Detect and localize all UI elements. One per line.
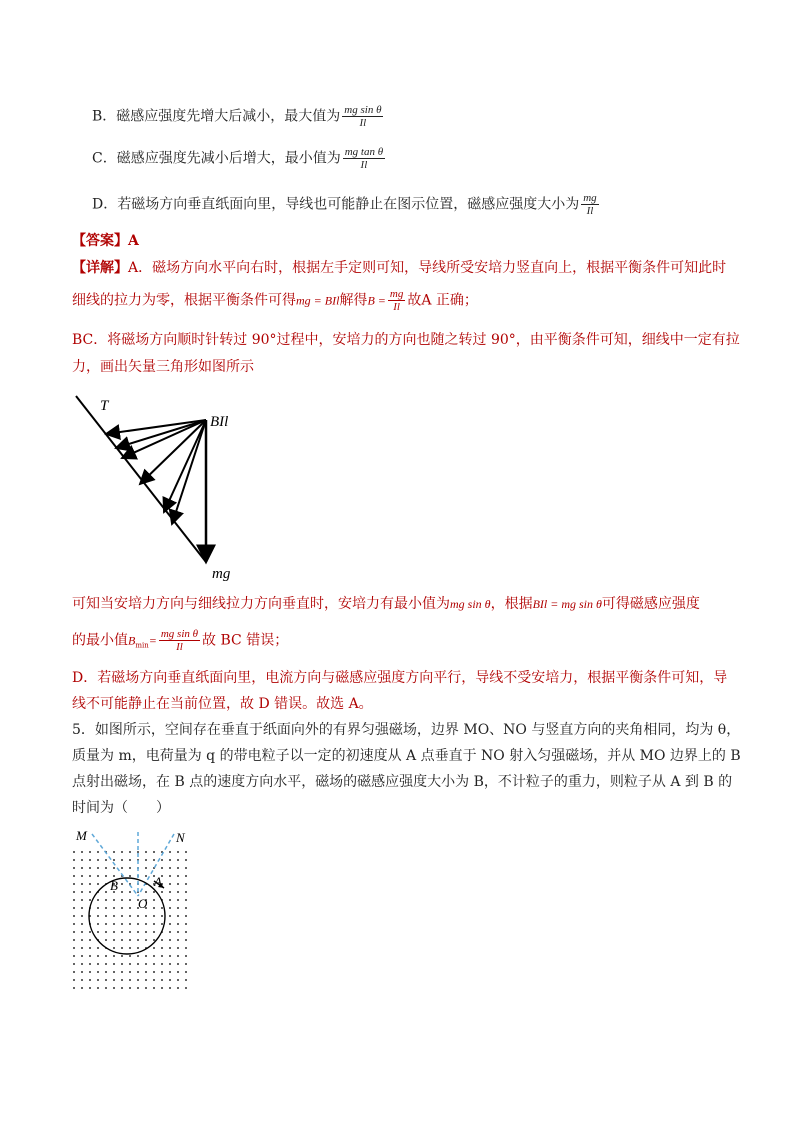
field-dot: [81, 955, 83, 957]
eq5-fraction: $\frac{\text{mg sin θ}}{Il}$: [160, 628, 199, 653]
field-dot: [113, 963, 115, 965]
field-dot: [121, 923, 123, 925]
field-dot: [145, 987, 147, 989]
field-dot: [153, 963, 155, 965]
field-dot: [89, 899, 91, 901]
field-dot: [97, 883, 99, 885]
field-dot: [113, 859, 115, 861]
field-dot: [73, 939, 75, 941]
field-dot: [73, 971, 75, 973]
option-c-fraction: $\frac{\text{mg tan θ}}{Il}$: [344, 146, 384, 171]
field-dot: [169, 947, 171, 949]
field-dot: [161, 915, 163, 917]
field-dot: [145, 923, 147, 925]
field-dot: [169, 851, 171, 853]
field-dot: [113, 939, 115, 941]
field-dot: [121, 907, 123, 909]
field-dot: [113, 923, 115, 925]
field-dot: [169, 963, 171, 965]
field-dot: [137, 963, 139, 965]
field-dot: [169, 891, 171, 893]
field-dot: [121, 899, 123, 901]
detail-line-4: 力，画出矢量三角形如图所示: [72, 359, 254, 375]
field-dot: [145, 867, 147, 869]
field-dot: [121, 859, 123, 861]
field-dot: [177, 891, 179, 893]
field-dot: [97, 955, 99, 957]
option-b: B．磁感应强度先增大后减小，最大值为 $\frac{\text{mg sin θ}}{Il}$: [92, 104, 382, 129]
label-o: O: [138, 896, 148, 911]
field-dot: [177, 931, 179, 933]
field-dot: [121, 955, 123, 957]
field-dot: [89, 979, 91, 981]
field-dot: [185, 987, 187, 989]
field-dot: [161, 923, 163, 925]
label-bil: BIl: [210, 414, 229, 430]
option-d-fraction: $\frac{mg}{Il}$: [583, 192, 597, 217]
field-dot: [89, 875, 91, 877]
field-dot: [81, 987, 83, 989]
detail-line-3: BC．将磁场方向顺时针转过 90°过程中，安培力的方向也随之转过 90°，由平衡条件可知，细线中一定有拉: [72, 332, 740, 348]
field-dot: [161, 971, 163, 973]
field-dot: [73, 899, 75, 901]
field-dot: [161, 979, 163, 981]
field-dot: [105, 931, 107, 933]
field-dot: [153, 939, 155, 941]
field-dot: [121, 867, 123, 869]
field-dot: [129, 867, 131, 869]
field-dot: [105, 899, 107, 901]
field-dot: [169, 979, 171, 981]
field-dot: [161, 963, 163, 965]
detail-line-1: 【详解】A．磁场方向水平向右时，根据左手定则可知，导线所受安培力竖直向上，根据平衡条件可知此时: [72, 260, 727, 276]
field-dot: [145, 875, 147, 877]
field-dot: [73, 907, 75, 909]
field-dot: [185, 859, 187, 861]
field-dot: [129, 987, 131, 989]
field-dot: [81, 899, 83, 901]
field-dot: [137, 915, 139, 917]
field-dot: [137, 947, 139, 949]
field-dot: [177, 955, 179, 957]
field-dot: [105, 979, 107, 981]
field-dot: [145, 915, 147, 917]
field-dot: [81, 859, 83, 861]
field-dot: [129, 891, 131, 893]
field-dot: [169, 899, 171, 901]
field-dot: [73, 987, 75, 989]
field-dot: [97, 907, 99, 909]
label-b: B: [110, 878, 118, 893]
field-dot: [177, 867, 179, 869]
field-dot: [97, 899, 99, 901]
field-dot: [153, 851, 155, 853]
field-dot: [113, 971, 115, 973]
field-dot: [73, 883, 75, 885]
field-dot: [97, 851, 99, 853]
field-dot: [105, 859, 107, 861]
label-mg: mg: [212, 566, 231, 582]
field-dot: [113, 955, 115, 957]
field-dot: [177, 939, 179, 941]
vector-triangle-diagram: [60, 386, 250, 586]
field-dot: [145, 971, 147, 973]
field-dot: [97, 987, 99, 989]
field-dot: [177, 899, 179, 901]
field-dot: [113, 987, 115, 989]
field-dot: [129, 931, 131, 933]
field-dot: [177, 963, 179, 965]
field-dot: [105, 915, 107, 917]
field-dot: [153, 899, 155, 901]
field-dot: [169, 907, 171, 909]
field-dot: [177, 979, 179, 981]
field-dot: [121, 931, 123, 933]
field-dot: [89, 939, 91, 941]
field-dot: [153, 987, 155, 989]
field-dot: [89, 955, 91, 957]
field-dot: [185, 899, 187, 901]
field-dot: [137, 923, 139, 925]
label-a: A: [154, 874, 162, 889]
field-dot: [177, 859, 179, 861]
field-dot: [137, 971, 139, 973]
field-dot: [169, 931, 171, 933]
field-dot: [105, 955, 107, 957]
field-dot: [169, 859, 171, 861]
field-dot: [81, 931, 83, 933]
field-dot: [185, 915, 187, 917]
field-dot: [105, 875, 107, 877]
field-dot: [81, 923, 83, 925]
field-dot: [81, 867, 83, 869]
field-dot: [89, 931, 91, 933]
field-dot: [169, 955, 171, 957]
field-dot: [185, 875, 187, 877]
field-dot: [73, 859, 75, 861]
field-dot: [89, 987, 91, 989]
field-dot: [153, 915, 155, 917]
field-dot: [113, 979, 115, 981]
field-dot: [153, 891, 155, 893]
field-dot: [145, 851, 147, 853]
field-dot: [73, 923, 75, 925]
field-dot: [177, 875, 179, 877]
field-dot: [113, 931, 115, 933]
field-dot: [73, 947, 75, 949]
field-dot: [97, 979, 99, 981]
field-dot: [97, 931, 99, 933]
field-dot: [129, 939, 131, 941]
field-dot: [81, 907, 83, 909]
field-dot: [177, 907, 179, 909]
field-dot: [97, 963, 99, 965]
field-dot: [177, 987, 179, 989]
detail-line-7: D．若磁场方向垂直纸面向里，电流方向与磁感应强度方向平行，导线不受安培力，根据平衡条件可知，导: [72, 670, 728, 686]
field-dot: [153, 979, 155, 981]
field-dot: [185, 891, 187, 893]
field-dot: [129, 915, 131, 917]
field-dot: [121, 971, 123, 973]
field-dot: [169, 883, 171, 885]
field-dot: [185, 979, 187, 981]
field-dot: [137, 931, 139, 933]
field-dot: [81, 939, 83, 941]
field-dot: [161, 987, 163, 989]
field-dot: [185, 947, 187, 949]
question5-line-2: 质量为 m，电荷量为 q 的带电粒子以一定的初速度从 A 点垂直于 NO 射入匀强磁场，并从 MO 边界上的 B: [72, 748, 741, 764]
field-dot: [73, 875, 75, 877]
field-dot: [137, 979, 139, 981]
question5-line-3: 点射出磁场，在 B 点的速度方向水平，磁场的磁感应强度大小为 B，不计粒子的重力，则粒子从 A 到 B 的: [72, 774, 733, 790]
field-dot: [105, 939, 107, 941]
field-dot: [129, 907, 131, 909]
option-c: C．磁感应强度先减小后增大，最小值为 $\frac{\text{mg tan θ}}{Il}$: [92, 146, 384, 171]
answer-line: 【答案】A: [72, 233, 139, 249]
field-dot: [89, 883, 91, 885]
field-dot: [97, 923, 99, 925]
field-dot: [97, 875, 99, 877]
field-dot: [145, 931, 147, 933]
field-dot: [161, 859, 163, 861]
field-dot: [121, 947, 123, 949]
field-dot: [121, 883, 123, 885]
field-dot: [105, 963, 107, 965]
label-n: N: [176, 830, 185, 845]
field-dot: [137, 955, 139, 957]
field-dot: [129, 947, 131, 949]
field-dot: [73, 979, 75, 981]
field-dot: [97, 867, 99, 869]
field-dot: [129, 875, 131, 877]
field-dot: [177, 947, 179, 949]
field-dot: [129, 851, 131, 853]
field-dot: [161, 867, 163, 869]
field-dot: [153, 923, 155, 925]
field-dot: [89, 963, 91, 965]
field-dot: [185, 883, 187, 885]
field-dot: [97, 915, 99, 917]
field-dot: [81, 963, 83, 965]
field-dot: [97, 859, 99, 861]
field-dot: [185, 931, 187, 933]
field-dot: [145, 979, 147, 981]
field-dot: [73, 891, 75, 893]
field-dot: [137, 851, 139, 853]
field-dot: [129, 955, 131, 957]
field-dot: [129, 923, 131, 925]
field-dot: [185, 939, 187, 941]
field-dot: [145, 859, 147, 861]
magnetic-field-diagram: [66, 826, 196, 998]
field-dot: [153, 955, 155, 957]
field-dot: [121, 963, 123, 965]
field-dot: [113, 947, 115, 949]
field-dot: [89, 851, 91, 853]
field-dot: [121, 891, 123, 893]
label-m: M: [76, 828, 87, 843]
field-dot: [89, 891, 91, 893]
field-dot: [185, 955, 187, 957]
field-dot: [177, 971, 179, 973]
field-dot: [177, 915, 179, 917]
label-t: T: [100, 398, 109, 414]
field-dot: [97, 947, 99, 949]
field-dot: [89, 971, 91, 973]
field-dot: [137, 987, 139, 989]
field-dot: [121, 851, 123, 853]
field-dot: [153, 859, 155, 861]
field-dot: [129, 963, 131, 965]
field-dot: [169, 987, 171, 989]
field-dot: [145, 891, 147, 893]
field-dot: [153, 907, 155, 909]
detail-line-8: 线不可能静止在当前位置，故 D 错误。故选 A。: [72, 696, 373, 712]
field-dot: [153, 971, 155, 973]
field-dot: [185, 867, 187, 869]
field-dot: [81, 883, 83, 885]
field-dot: [137, 939, 139, 941]
field-dot: [73, 867, 75, 869]
field-dot: [169, 867, 171, 869]
option-d: D．若磁场方向垂直纸面向里，导线也可能静止在图示位置，磁感应强度大小为 $\frac{mg}{Il}$: [92, 192, 597, 217]
field-dot: [81, 851, 83, 853]
field-dot: [73, 963, 75, 965]
field-dot: [129, 979, 131, 981]
field-dot: [73, 915, 75, 917]
option-b-fraction: $\frac{\text{mg sin θ}}{Il}$: [344, 104, 382, 129]
field-dot: [185, 851, 187, 853]
field-dot: [185, 971, 187, 973]
field-dot: [81, 891, 83, 893]
field-dot: [177, 883, 179, 885]
field-dot: [113, 907, 115, 909]
field-dot: [121, 979, 123, 981]
field-dot: [169, 923, 171, 925]
field-dot: [97, 971, 99, 973]
detail-line-2: 细线的拉力为零，根据平衡条件可得mg = BIl解得B = $\frac{mg}{Il}$ 故A 正确；: [72, 288, 478, 313]
field-dot: [161, 947, 163, 949]
field-dot: [161, 955, 163, 957]
field-dot: [161, 891, 163, 893]
field-dot: [81, 971, 83, 973]
field-dot: [105, 907, 107, 909]
field-dot: [73, 851, 75, 853]
field-dot: [161, 939, 163, 941]
field-dot: [153, 931, 155, 933]
field-dot: [185, 907, 187, 909]
field-dot: [81, 915, 83, 917]
bil-vector-5: [164, 420, 206, 512]
field-dot: [129, 971, 131, 973]
question5-line-1: 5．如图所示，空间存在垂直于纸面向外的有界匀强磁场，边界 MO、NO 与竖直方向的夹角相同，均为 θ，: [72, 722, 741, 738]
field-dot: [105, 891, 107, 893]
field-dot: [105, 971, 107, 973]
field-dot: [105, 867, 107, 869]
field-dot: [73, 955, 75, 957]
field-dot: [89, 947, 91, 949]
question5-line-4: 时间为（ ）: [72, 800, 170, 816]
field-dot: [121, 939, 123, 941]
field-dot: [81, 875, 83, 877]
field-dot: [113, 915, 115, 917]
field-dot: [89, 859, 91, 861]
field-dot: [129, 899, 131, 901]
field-dot: [89, 867, 91, 869]
field-dot: [185, 963, 187, 965]
field-dot: [177, 851, 179, 853]
field-dot: [169, 915, 171, 917]
field-dot: [145, 955, 147, 957]
field-dot: [113, 867, 115, 869]
field-dot: [105, 987, 107, 989]
field-dot: [121, 987, 123, 989]
detail-line-5: 可知当安培力方向与细线拉力方向垂直时，安培力有最小值为mg sin θ，根据BIl = mg sin θ可得磁感应强度: [72, 596, 700, 612]
field-dots: [73, 851, 187, 989]
field-dot: [113, 899, 115, 901]
field-dot: [145, 939, 147, 941]
field-dot: [81, 979, 83, 981]
field-dot: [145, 963, 147, 965]
field-dot: [169, 875, 171, 877]
field-dot: [153, 947, 155, 949]
field-dot: [121, 915, 123, 917]
field-dot: [81, 947, 83, 949]
field-dot: [169, 971, 171, 973]
field-dot: [129, 859, 131, 861]
field-dot: [105, 923, 107, 925]
detail-line-6: 的最小值$B_{min}=$ $\frac{\text{mg sin θ}}{Il}$ 故 BC 错误；: [72, 628, 289, 653]
field-dot: [185, 923, 187, 925]
eq2-fraction: $\frac{mg}{Il}$: [389, 288, 404, 313]
field-dot: [161, 907, 163, 909]
field-dot: [169, 939, 171, 941]
field-dot: [113, 851, 115, 853]
field-dot: [177, 923, 179, 925]
field-dot: [113, 875, 115, 877]
field-dot: [73, 931, 75, 933]
